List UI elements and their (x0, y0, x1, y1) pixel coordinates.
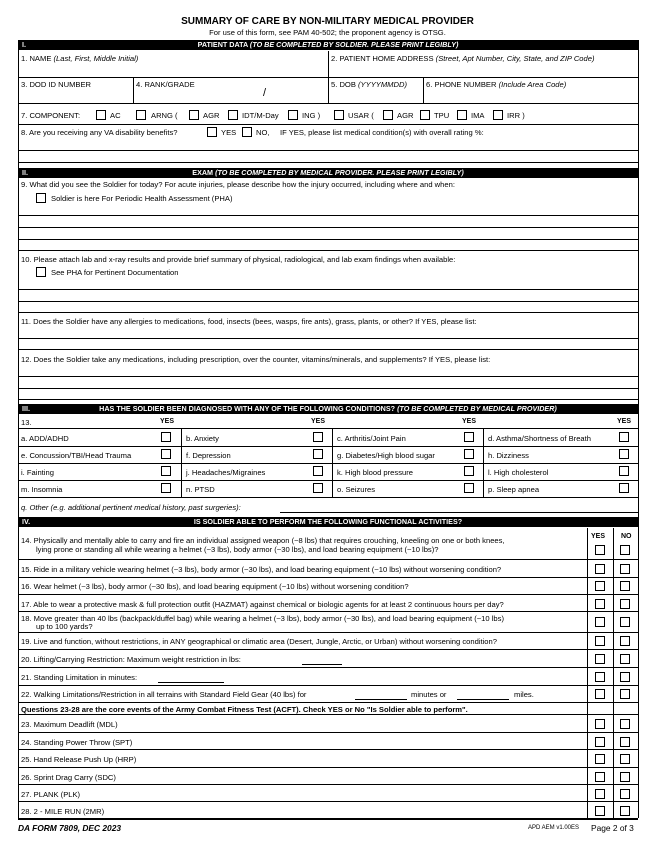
component-usar-label: USAR ( (348, 111, 374, 120)
q17-question: 17. Able to wear a protective mask & full protection outfit (HAZMAT) against chemical or biologic agents for at least 2 continuous hours per day? (21, 600, 504, 609)
q18-yes-checkbox[interactable] (595, 617, 605, 627)
component-usar-agr-checkbox[interactable] (383, 110, 393, 120)
component-tpu-checkbox[interactable] (420, 110, 430, 120)
condition-label: h. Dizziness (488, 451, 529, 460)
q9-question: 9. What did you see the Soldier for today? For acute injuries, please describe how the injury occurred, including where and when: (21, 180, 455, 189)
component-ima-checkbox[interactable] (457, 110, 467, 120)
condition-label: p. Sleep apnea (488, 485, 540, 494)
q11-question: 11. Does the Soldier have any allergies to medications, food, insects (bees, wasps, fire ants), grass, plants, or other? If YES, please list: (21, 317, 477, 326)
acft-yes-checkbox[interactable] (595, 719, 605, 729)
section-note: (TO BE COMPLETED BY MEDICAL PROVIDER) (397, 404, 557, 413)
condition-checkbox[interactable] (619, 449, 629, 459)
q18-question-line1: 18. Move greater than 40 lbs (backpack/duffel bag) while wearing a helmet (~3 lbs), body armor (~30 lbs), and load bearing equipment (~10 lbs) (21, 614, 504, 623)
section-title: HAS THE SOLDIER BEEN DIAGNOSED WITH ANY OF THE FOLLOWING CONDITIONS? (99, 404, 396, 413)
condition-label: j. Headaches/Migraines (186, 468, 266, 477)
section-number: II. (22, 168, 28, 177)
dodid-input[interactable] (19, 88, 131, 102)
q12-question: 12. Does the Soldier take any medications, including prescription, over the counter, vitamins/minerals, and supplements? If YES, please list: (21, 355, 491, 364)
q19-no-checkbox[interactable] (620, 636, 630, 646)
va-no-label: NO, (256, 128, 270, 137)
section-1-header (18, 40, 638, 50)
condition-checkbox[interactable] (161, 449, 171, 459)
va-conditions-input[interactable] (19, 139, 637, 163)
q9-pha-label: Soldier is here For Periodic Health Assessment (PHA) (51, 194, 233, 203)
conditions-yes-header-3: YES (462, 418, 477, 425)
q15-no-checkbox[interactable] (620, 564, 630, 574)
q14-no-checkbox[interactable] (620, 545, 630, 555)
acft-no-checkbox[interactable] (620, 806, 630, 816)
name-input[interactable] (19, 62, 326, 76)
form-subtitle: For use of this form, see PAM 40-502; the proponent agency is OTSG. (209, 28, 446, 37)
section-2-header (18, 168, 638, 178)
component-label: 7. COMPONENT: (21, 111, 81, 120)
condition-label: e. Concussion/TBI/Head Trauma (21, 451, 132, 460)
component-arng-label: ARNG ( (151, 111, 178, 120)
section-note: (TO BE COMPLETED BY MEDICAL PROVIDER. PLEASE PRINT LEGIBLY) (215, 168, 464, 177)
name-field-label: 1. NAME (Last, First, Middle Initial) (21, 54, 139, 63)
condition-label: a. ADD/ADHD (21, 434, 69, 443)
other-history-label: q. Other (e.g. additional pertinent medical history, past surgeries): (21, 503, 241, 512)
q22-yes-checkbox[interactable] (595, 689, 605, 699)
q22-no-checkbox[interactable] (620, 689, 630, 699)
q10-answer-input[interactable] (19, 279, 637, 311)
q18-no-checkbox[interactable] (620, 617, 630, 627)
condition-checkbox[interactable] (313, 483, 323, 493)
q22-miles-input[interactable] (457, 689, 509, 699)
q21-minutes-input[interactable] (158, 672, 224, 682)
acft-yes-checkbox[interactable] (595, 754, 605, 764)
form-number: DA FORM 7809, DEC 2023 (18, 823, 122, 833)
acft-no-checkbox[interactable] (620, 772, 630, 782)
component-usar-agr-label: AGR (397, 111, 414, 120)
va-yes-label: YES (221, 128, 237, 137)
q13-label: 13. (21, 418, 32, 427)
component-ing-checkbox[interactable] (288, 110, 298, 120)
section-title: IS SOLDIER ABLE TO PERFORM THE FOLLOWING FUNCTIONAL ACTIVITIES? (193, 517, 463, 526)
acft-yes-checkbox[interactable] (595, 737, 605, 747)
condition-checkbox[interactable] (619, 466, 629, 476)
component-arng-checkbox[interactable] (136, 110, 146, 120)
activities-yes-header: YES (591, 533, 606, 540)
rank-input[interactable]: / (263, 87, 267, 99)
condition-label: b. Anxiety (186, 434, 219, 443)
q16-question: 16. Wear helmet (~3 lbs), body armor (~30 lbs), and load bearing equipment (~10 lbs) without worsening condition? (21, 582, 409, 591)
acft-yes-checkbox[interactable] (595, 772, 605, 782)
section-note: (TO BE COMPLETED BY SOLDIER. PLEASE PRINT LEGIBLY) (249, 40, 459, 49)
q15-question: 15. Ride in a military vehicle wearing helmet (~3 lbs), body armor (~30 lbs), and load bearing equipment (~10 lbs) without worsening condition? (21, 565, 502, 574)
address-input[interactable] (330, 62, 637, 76)
component-arng-agr-label: AGR (203, 111, 220, 120)
q20-yes-checkbox[interactable] (595, 654, 605, 664)
component-ac-label: AC (110, 111, 121, 120)
va-followup: IF YES, please list medical condition(s) with overall rating %: (280, 128, 484, 137)
form-title: SUMMARY OF CARE BY NON-MILITARY MEDICAL PROVIDER (181, 16, 474, 27)
q20-no-checkbox[interactable] (620, 654, 630, 664)
acft-yes-checkbox[interactable] (595, 789, 605, 799)
q20-weight-input[interactable] (302, 654, 342, 664)
component-ac-checkbox[interactable] (96, 110, 106, 120)
condition-checkbox[interactable] (161, 466, 171, 476)
conditions-yes-header-1: YES (160, 418, 175, 425)
acft-event-label: 23. Maximum Deadlift (MDL) (21, 720, 118, 729)
condition-checkbox[interactable] (619, 483, 629, 493)
q18-question-line2: up to 100 yards? (36, 622, 93, 631)
q16-yes-checkbox[interactable] (595, 581, 605, 591)
condition-label: i. Fainting (21, 468, 54, 477)
acft-no-checkbox[interactable] (620, 737, 630, 747)
acft-no-checkbox[interactable] (620, 789, 630, 799)
q9-pha-checkbox[interactable] (36, 193, 46, 203)
q11-answer-input[interactable] (19, 328, 637, 350)
condition-checkbox[interactable] (464, 449, 474, 459)
activities-no-header: NO (621, 533, 632, 540)
va-question: 8. Are you receiving any VA disability benefits? (21, 128, 178, 137)
section-number: I. (22, 40, 26, 49)
conditions-yes-header-2: YES (311, 418, 326, 425)
condition-checkbox[interactable] (464, 432, 474, 442)
condition-label: k. High blood pressure (337, 468, 413, 477)
component-usar-checkbox[interactable] (334, 110, 344, 120)
condition-checkbox[interactable] (313, 432, 323, 442)
q14-yes-checkbox[interactable] (595, 545, 605, 555)
condition-checkbox[interactable] (464, 483, 474, 493)
condition-checkbox[interactable] (313, 449, 323, 459)
q14-question-line2: lying prone or standing all while wearing a helmet (~3 lbs), body armor (~30 lbs), and load bearing equipment (~10 lbs)? (36, 545, 439, 554)
q21-question: 21. Standing Limitation in minutes: (21, 673, 138, 682)
phone-field-label: 6. PHONE NUMBER (Include Area Code) (426, 80, 567, 89)
acft-header: Questions 23-28 are the core events of the Army Combat Fitness Test (ACFT). Check YES or No "Is Soldier able to perform". (21, 705, 468, 714)
q21-yes-checkbox[interactable] (595, 672, 605, 682)
acft-event-label: 26. Sprint Drag Carry (SDC) (21, 773, 116, 782)
component-tpu-label: TPU (434, 111, 450, 120)
acft-event-label: 28. 2 - MILE RUN (2MR) (21, 807, 105, 816)
condition-checkbox[interactable] (619, 432, 629, 442)
va-yes-checkbox[interactable] (207, 127, 217, 137)
q10-pha-checkbox[interactable] (36, 267, 46, 277)
condition-label: o. Seizures (337, 485, 375, 494)
component-idt-label: IDT/M-Day (242, 111, 279, 120)
component-ing-label: ING ) (302, 111, 321, 120)
acft-event-label: 25. Hand Release Push Up (HRP) (21, 755, 137, 764)
condition-checkbox[interactable] (464, 466, 474, 476)
q12-answer-input[interactable] (19, 366, 637, 398)
acft-event-label: 24. Standing Power Throw (SPT) (21, 738, 133, 747)
q22-miles-label: miles. (514, 690, 534, 699)
conditions-yes-header-4: YES (617, 418, 632, 425)
form-version: APD AEM v1.00ES (528, 825, 580, 831)
component-irr-label: IRR ) (507, 111, 525, 120)
dob-field-label: 5. DOB (YYYYMMDD) (331, 80, 407, 89)
condition-checkbox[interactable] (161, 483, 171, 493)
section-title: EXAM (192, 168, 214, 177)
condition-label: f. Depression (186, 451, 231, 460)
component-irr-checkbox[interactable] (493, 110, 503, 120)
page-number: Page 2 of 3 (591, 823, 634, 833)
section-number: IV. (22, 517, 31, 526)
section-3-header (18, 404, 638, 414)
condition-label: c. Arthritis/Joint Pain (337, 434, 406, 443)
component-idt-checkbox[interactable] (228, 110, 238, 120)
acft-event-label: 27. PLANK (PLK) (21, 790, 81, 799)
q20-question: 20. Lifting/Carrying Restriction: Maximum weight restriction in lbs: (21, 655, 241, 664)
acft-no-checkbox[interactable] (620, 719, 630, 729)
dodid-field-label: 3. DOD ID NUMBER (21, 80, 92, 89)
q21-no-checkbox[interactable] (620, 672, 630, 682)
q14-question-line1: 14. Physically and mentally able to carry and fire an individual assigned weapon (~8 lbs) that requires crouching, kneeling on one or both knees, (21, 536, 505, 545)
q22-minutes-input[interactable] (355, 689, 407, 699)
q22-question: 22. Walking Limitations/Restriction in all terrains with Standard Field Gear (40 lbs) for (21, 690, 307, 699)
q22-minutes-label: minutes or (411, 690, 447, 699)
condition-checkbox[interactable] (313, 466, 323, 476)
section-title: PATIENT DATA (197, 40, 248, 49)
phone-input[interactable] (425, 88, 637, 102)
address-field-label: 2. PATIENT HOME ADDRESS (Street, Apt Number, City, State, and ZIP Code) (331, 54, 595, 63)
dob-input[interactable] (330, 88, 422, 102)
component-ima-label: IMA (471, 111, 485, 120)
section-4-header (18, 517, 638, 527)
section-number: III. (22, 404, 30, 413)
acft-yes-checkbox[interactable] (595, 806, 605, 816)
condition-label: d. Asthma/Shortness of Breath (488, 434, 591, 443)
component-arng-agr-checkbox[interactable] (189, 110, 199, 120)
acft-no-checkbox[interactable] (620, 754, 630, 764)
q15-yes-checkbox[interactable] (595, 564, 605, 574)
condition-label: l. High cholesterol (488, 468, 549, 477)
q19-yes-checkbox[interactable] (595, 636, 605, 646)
q10-question: 10. Please attach lab and x-ray results and provide brief summary of physical, radiological, and lab exam findings when available: (21, 255, 456, 264)
other-history-input[interactable] (280, 500, 637, 512)
condition-checkbox[interactable] (161, 432, 171, 442)
q19-question: 19. Live and function, without restrictions, in ANY geographical or climatic area (Desert, Jungle, Arctic, or Urban) without worsening condition? (21, 637, 497, 646)
q10-pha-label: See PHA for Pertinent Documentation (51, 268, 179, 277)
q17-yes-checkbox[interactable] (595, 599, 605, 609)
condition-label: n. PTSD (186, 485, 215, 494)
condition-label: g. Diabetes/High blood sugar (337, 451, 435, 460)
q17-no-checkbox[interactable] (620, 599, 630, 609)
rank-field-label: 4. RANK/GRADE (136, 80, 195, 89)
q16-no-checkbox[interactable] (620, 581, 630, 591)
va-no-checkbox[interactable] (242, 127, 252, 137)
condition-label: m. Insomnia (21, 485, 63, 494)
